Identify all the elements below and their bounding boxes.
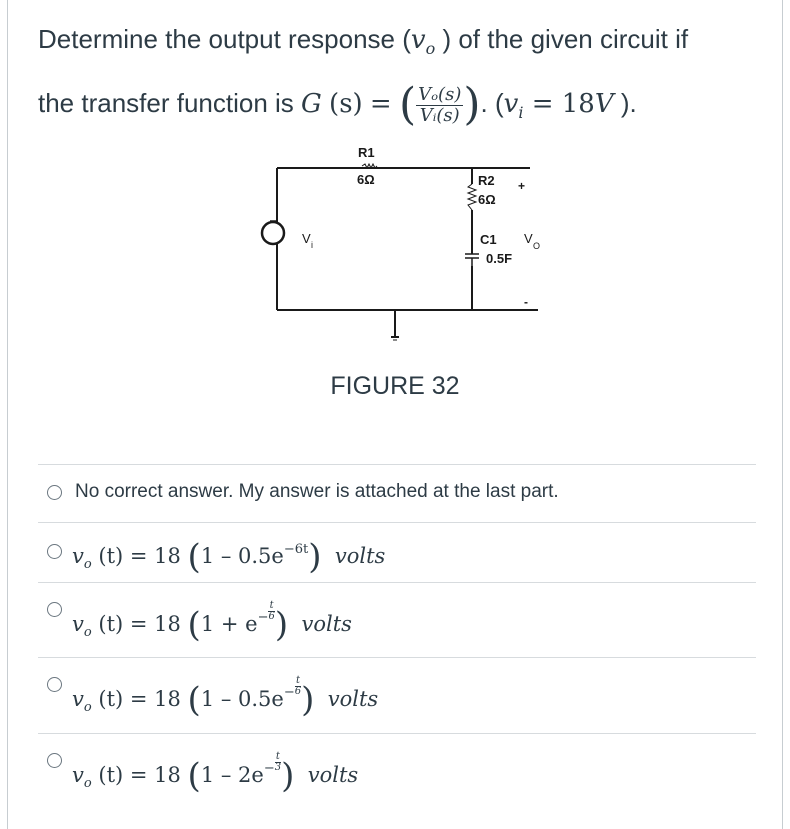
answer-option-2[interactable]: [38, 522, 756, 582]
question-line-1: Determine the output response ($v_o$ ) of the given circuit if: [38, 24, 689, 59]
answer-option-5[interactable]: [38, 733, 756, 813]
answer-equation: $v_o$ (t) = 18 (1 – 0.5e− $\frac{t}{6}$ ) volts: [72, 675, 379, 720]
answer-equation: $v_o$ (t) = 18 (1 – 2e− $\frac{t}{3}$ ) volts: [72, 751, 359, 796]
radio-button[interactable]: [47, 753, 62, 768]
output-plus: +: [518, 179, 526, 193]
answer-option-3[interactable]: [38, 582, 756, 657]
r2-value: 6Ω: [478, 192, 496, 207]
r2-name: R2: [478, 173, 495, 188]
radio-button[interactable]: [47, 485, 62, 500]
answer-equation: $v_o$ (t) = 18 (1 + e− $\frac{t}{6}$ ) volts: [72, 600, 352, 645]
c1-value: 0.5F: [486, 251, 513, 266]
r1-value: 6Ω: [357, 172, 375, 187]
answer-list: [38, 464, 756, 813]
voltage-source-icon: [262, 222, 284, 244]
output-label: V: [524, 231, 533, 246]
c1-name: C1: [480, 232, 497, 247]
answer-option-1[interactable]: No correct answer. My answer is attached at the last part.: [38, 464, 756, 522]
output-sub: O: [533, 241, 541, 251]
r1-name: R1: [358, 145, 375, 160]
source-sub: i: [311, 240, 313, 250]
answer-option-4[interactable]: [38, 657, 756, 733]
answer-equation: $v_o$ (t) = 18 $(1 - 0.5e^{-6t})$ volts: [72, 537, 386, 577]
question-text: [38, 12, 778, 140]
radio-button[interactable]: [47, 602, 62, 617]
radio-button[interactable]: [47, 677, 62, 692]
question-line-2: the transfer function is G (s) = ( $\frac{\text{Vₒ(s)}}{\text{Vᵢ(s)}}$ ). ($v_i = 18V$ ).: [38, 79, 637, 131]
radio-button[interactable]: [47, 544, 62, 559]
transfer-fraction: $\frac{\text{Vₒ(s)}}{\text{Vᵢ(s)}}$: [418, 83, 462, 126]
output-minus: -: [524, 295, 528, 309]
circuit-diagram: [240, 140, 550, 350]
source-label: V: [302, 231, 311, 246]
r2-resistor-icon: [468, 184, 476, 210]
figure-caption: FIGURE 32: [330, 372, 460, 400]
